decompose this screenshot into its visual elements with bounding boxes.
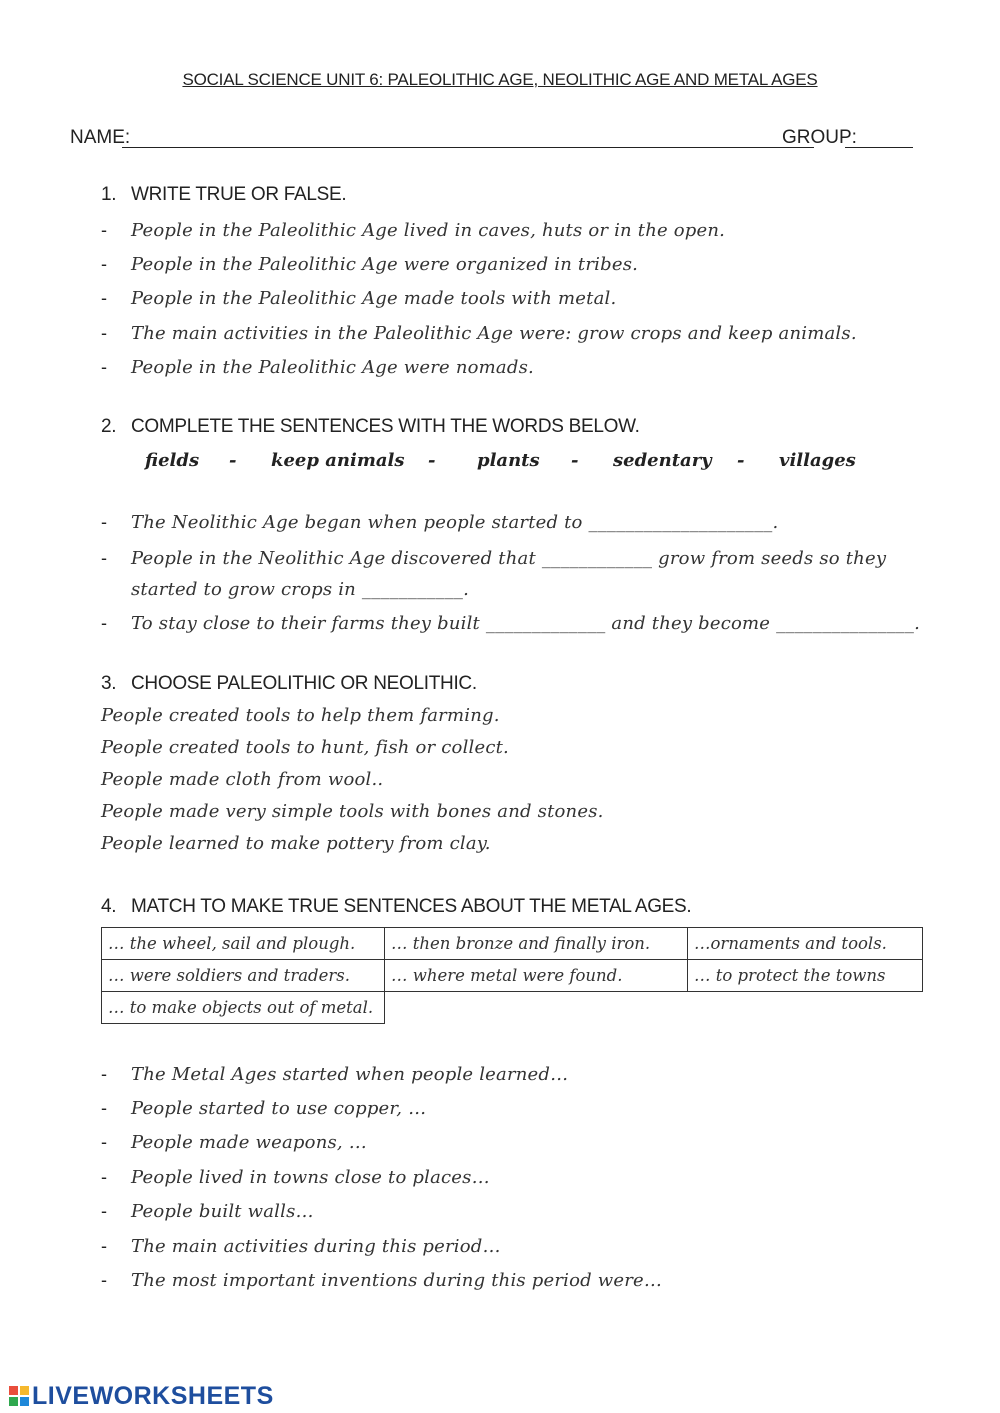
- word-bank-separator: -: [229, 450, 237, 471]
- bullet-dash: -: [101, 1167, 107, 1187]
- list-item: People lived in towns close to places…: [131, 1167, 490, 1188]
- section-4-title: [101, 896, 691, 918]
- list-item: The Metal Ages started when people learned…: [131, 1064, 569, 1085]
- word-bank: [145, 450, 865, 476]
- table-cell: … the wheel, sail and plough.: [102, 928, 385, 960]
- bullet-dash: -: [101, 1098, 107, 1118]
- list-item: People in the Neolithic Age discovered that ____________ grow from seeds so they: [131, 548, 887, 569]
- list-item: People made cloth from wool..: [101, 769, 384, 790]
- word-bank-word: keep animals: [271, 450, 405, 471]
- bullet-dash: -: [101, 254, 107, 274]
- bullet-dash: -: [101, 512, 107, 532]
- section-2-title: [101, 416, 640, 438]
- word-bank-separator: -: [737, 450, 745, 471]
- list-item: People learned to make pottery from clay.: [101, 833, 491, 854]
- list-item: People started to use copper, …: [131, 1098, 427, 1119]
- section-2-number: 2.: [101, 416, 117, 437]
- name-group-row: [70, 127, 930, 153]
- list-item: People in the Paleolithic Age were nomads.: [131, 357, 534, 378]
- bullet-dash: -: [101, 1201, 107, 1221]
- section-4-heading: MATCH TO MAKE TRUE SENTENCES ABOUT THE METAL AGES.: [131, 896, 692, 917]
- group-input-line[interactable]: [845, 147, 913, 148]
- section-3-title: [101, 673, 477, 695]
- list-item: The main activities during this period…: [131, 1236, 501, 1257]
- word-bank-word: sedentary: [613, 450, 712, 471]
- bullet-dash: -: [101, 613, 107, 633]
- section-3-heading: CHOOSE PALEOLITHIC OR NEOLITHIC.: [131, 673, 477, 694]
- list-item: People made very simple tools with bones and stones.: [101, 801, 604, 822]
- table-cell: … to make objects out of metal.: [102, 992, 385, 1024]
- table-row: [102, 992, 923, 1024]
- list-item-continued: started to grow crops in ___________.: [131, 579, 470, 600]
- bullet-dash: -: [101, 1132, 107, 1152]
- bullet-dash: -: [101, 323, 107, 343]
- word-bank-separator: -: [571, 450, 579, 471]
- list-item: People in the Paleolithic Age lived in caves, huts or in the open.: [131, 220, 726, 241]
- list-item: People made weapons, …: [131, 1132, 367, 1153]
- table-cell: … then bronze and finally iron.: [385, 928, 688, 960]
- bullet-dash: -: [101, 288, 107, 308]
- section-2-heading: COMPLETE THE SENTENCES WITH THE WORDS BELOW.: [131, 416, 640, 437]
- table-cell: …ornaments and tools.: [688, 928, 923, 960]
- list-item: People in the Paleolithic Age were organized in tribes.: [131, 254, 639, 275]
- name-input-line[interactable]: [122, 147, 814, 148]
- bullet-dash: -: [101, 357, 107, 377]
- list-item: The most important inventions during this period were…: [131, 1270, 663, 1291]
- section-1-title: [101, 184, 346, 206]
- list-item: The main activities in the Paleolithic Age were: grow crops and keep animals.: [131, 323, 857, 344]
- list-item: People built walls…: [131, 1201, 314, 1222]
- empty-cell: [385, 992, 688, 1024]
- bullet-dash: -: [101, 1236, 107, 1256]
- bullet-dash: -: [101, 1064, 107, 1084]
- bullet-dash: -: [101, 1270, 107, 1290]
- match-table: [101, 927, 923, 1024]
- list-item: People in the Paleolithic Age made tools with metal.: [131, 288, 617, 309]
- liveworksheets-logo[interactable]: [8, 1382, 274, 1412]
- table-row: [102, 928, 923, 960]
- list-item: People created tools to help them farming.: [101, 705, 500, 726]
- table-cell: … where metal were found.: [385, 960, 688, 992]
- list-item: To stay close to their farms they built _____________ and they become _______________.: [131, 613, 920, 634]
- word-bank-word: fields: [145, 450, 200, 471]
- section-1-heading: WRITE TRUE OR FALSE.: [131, 184, 347, 205]
- logo-text: LIVEWORKSHEETS: [32, 1382, 274, 1410]
- name-label: NAME:: [70, 127, 131, 148]
- worksheet-title: SOCIAL SCIENCE UNIT 6: PALEOLITHIC AGE, NEOLITHIC AGE AND METAL AGES: [182, 70, 818, 89]
- section-4-number: 4.: [101, 896, 117, 917]
- word-bank-word: plants: [477, 450, 540, 471]
- liveworksheets-logo-icon: [8, 1385, 30, 1407]
- bullet-dash: -: [101, 548, 107, 568]
- list-item: The Neolithic Age began when people started to ____________________.: [131, 512, 779, 533]
- table-cell: … were soldiers and traders.: [102, 960, 385, 992]
- table-cell: … to protect the towns: [688, 960, 923, 992]
- word-bank-separator: -: [428, 450, 436, 471]
- bullet-dash: -: [101, 220, 107, 240]
- group-label: GROUP:: [782, 127, 857, 148]
- word-bank-word: villages: [779, 450, 856, 471]
- section-3-number: 3.: [101, 673, 117, 694]
- empty-cell: [688, 992, 923, 1024]
- section-1-number: 1.: [101, 184, 117, 205]
- list-item: People created tools to hunt, fish or collect.: [101, 737, 509, 758]
- table-row: [102, 960, 923, 992]
